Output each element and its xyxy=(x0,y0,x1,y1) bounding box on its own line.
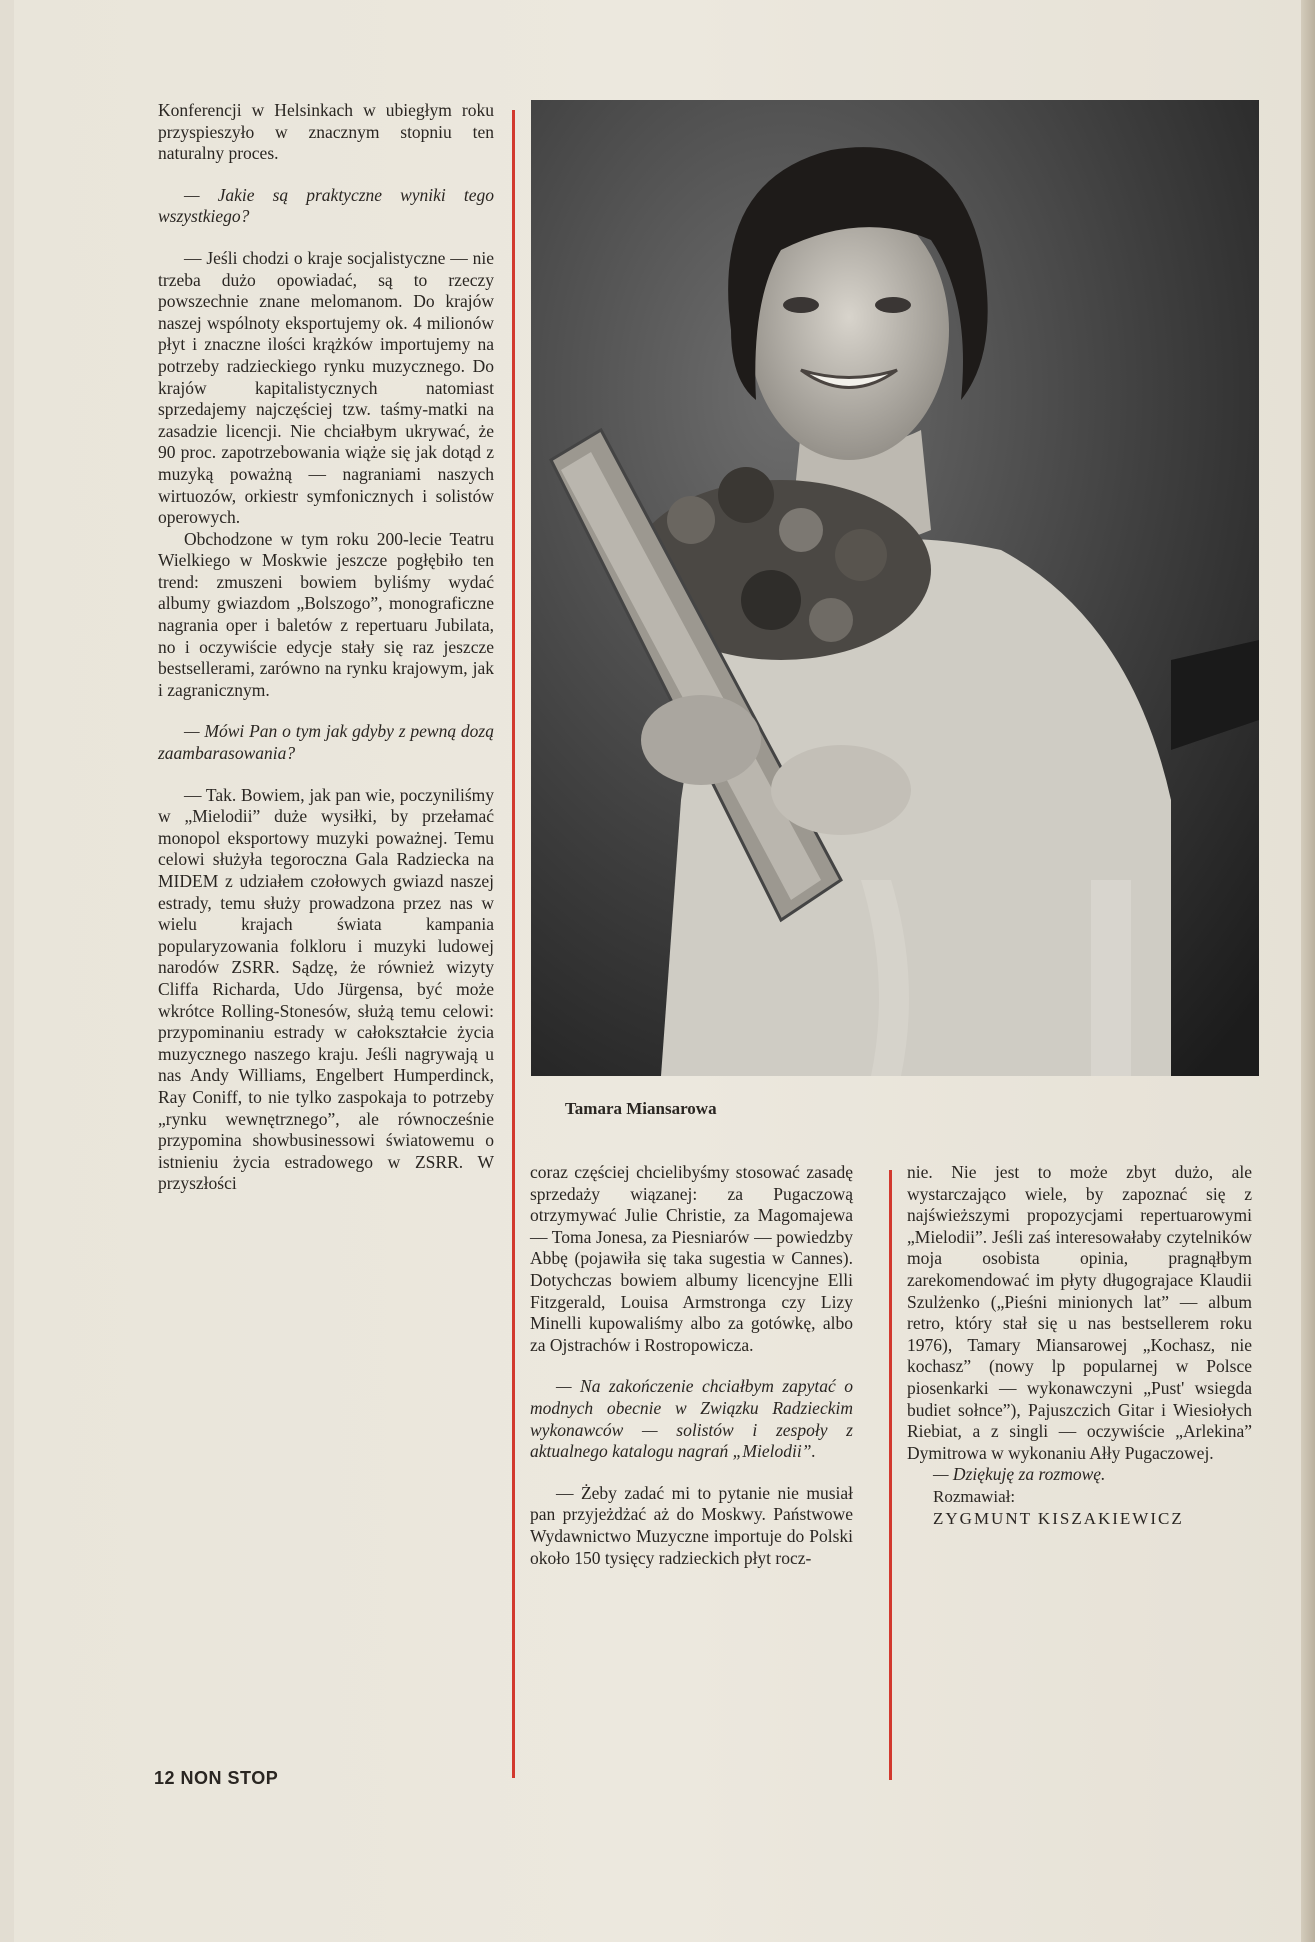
text-column-left xyxy=(158,100,494,1195)
interview-question: — Na zakończenie chciałbym zapytać o modnych obecnie w Związku Radzieckim wykonawców — solistów i zespoły z aktualnego katalogu nagrań „Mielodii”. xyxy=(530,1376,853,1462)
magazine-page xyxy=(14,0,1304,1942)
interviewer-label: Rozmawiał: xyxy=(933,1486,1016,1506)
column-divider-red xyxy=(512,110,515,1778)
text-column-middle xyxy=(530,1162,853,1569)
photo-caption: Tamara Miansarowa xyxy=(565,1099,717,1118)
interview-answer: — Tak. Bowiem, jak pan wie, poczyniliśmy w „Mielodii” duże wysiłki, by przełamać monopol eksportowy muzyki poważnej. Temu celowi służyła tegoroczna Gala Radziecka na MIDEM z udziałem czołowych gwiazd naszej estrady, temu służy prowadzona przez nas w wielu krajach świata kampania popularyzowania folkloru i muzyki ludowej narodów ZSRR. Sądzę, że również wizyty Cliffa Richarda, Udo Jürgensa, być może wkrótce Rolling-Stonesów, służą temu celowi: przypominaniu estrady w całokształcie życia muzycznego naszego kraju. Jeśli nagrywają u nas Andy Williams, Engelbert Humperdinck, Ray Coniff, to nie tylko zaspokaja to potrzeby „rynku wewnętrznego”, ale równocześnie przypomina showbusinessowi światowemu o istnieniu życia estradowego w ZSRR. W przyszłości xyxy=(158,784,494,1194)
interview-question: — Jakie są praktyczne wyniki tego wszystkiego? xyxy=(158,184,494,227)
interview-answer: — Żeby zadać mi to pytanie nie musiał pan przyjeżdżać aż do Moskwy. Państwowe Wydawnictwo Muzyczne importuje do Polski około 150 tysięcy radzieckich płyt rocz- xyxy=(530,1482,853,1568)
text-column-right xyxy=(907,1162,1252,1529)
interview-answer: coraz częściej chcielibyśmy stosować zasadę sprzedaży wiązanej: za Pugaczową otrzymywać Julie Christie, za Magomajewa — Toma Jonesa, za Piesniarów — powiedzby Abbę (pojawiła się taka sugestia w Cannes). Dotychczas bowiem albumy licencyjne Elli Fitzgerald, Louisa Armstronga czy Lizy Minelli kupowaliśmy albo za gotówkę, albo za Ojstrachów i Rostropowicza. xyxy=(530,1162,853,1355)
interview-answer: nie. Nie jest to może zbyt dużo, ale wystarczająco wiele, by zapoznać się z najświeższymi propozycjami repertuarowymi „Mielodii”. Jeśli zaś interesowałaby czytelników moja osobista opinia, pragnąłbym zarekomendować im płyty długograjace Klaudii Szulżenko („Pieśni minionych lat” — album retro, który stał się u nas bestsellerem roku 1976), Tamary Miansarowej „Kochasz, nie kochasz” (nowy lp popularnej w Polsce piosenkarki — wykonawczyni „Pust' wsiegda budiet sołnce”), Pajuszczich Gitar i Wiesiołych Riebiat, a z singli — oczywiście „Arlekina” Dymitrowa w wykonaniu Ałły Pugaczowej. xyxy=(907,1162,1252,1463)
interview-answer: Obchodzone w tym roku 200-lecie Teatru Wielkiego w Moskwie jeszcze pogłębiło ten trend: zmuszeni bowiem byliśmy wydać albumy gwiazdom „Bolszogo”, monograficzne nagrania oper i baletów z repertuaru Jubilata, no i oczywiście edycje stały się raz jeszcze bestsellerami, zarówno na rynku krajowym, jak i zagranicznym. xyxy=(158,528,494,700)
portrait-photo xyxy=(531,100,1259,1076)
page-edge-shadow xyxy=(1301,0,1315,1942)
intro-paragraph: Konferencji w Helsinkach w ubiegłym roku przyspieszyło w znacznym stopniu ten naturalny proces. xyxy=(158,100,494,164)
column-divider-red xyxy=(889,1170,892,1780)
interview-answer: — Jeśli chodzi o kraje socjalistyczne — nie trzeba dużo opowiadać, są to rzeczy powszechnie znane melomanom. Do krajów naszej wspólnoty eksportujemy ok. 4 milionów płyt i znaczne ilości krążków importujemy na potrzeby radzieckiego rynku muzycznego. Do krajów kapitalistycznych natomiast sprzedajemy najczęściej tzw. taśmy-matki na zasadzie licencji. Nie chciałbym ukrywać, że 90 proc. zapotrzebowania wiąże się jak dotąd z muzyką poważną — nagraniami naszych wirtuozów, orkiestr symfonicznych i solistów operowych. xyxy=(158,247,494,528)
closing-thanks: — Dziękuję za rozmowę. xyxy=(933,1464,1106,1485)
author-name: ZYGMUNT KISZAKIEWICZ xyxy=(933,1508,1184,1528)
page-footer: 12 NON STOP xyxy=(154,1768,279,1788)
interview-question: — Mówi Pan o tym jak gdyby z pewną dozą zaambarasowania? xyxy=(158,721,494,764)
